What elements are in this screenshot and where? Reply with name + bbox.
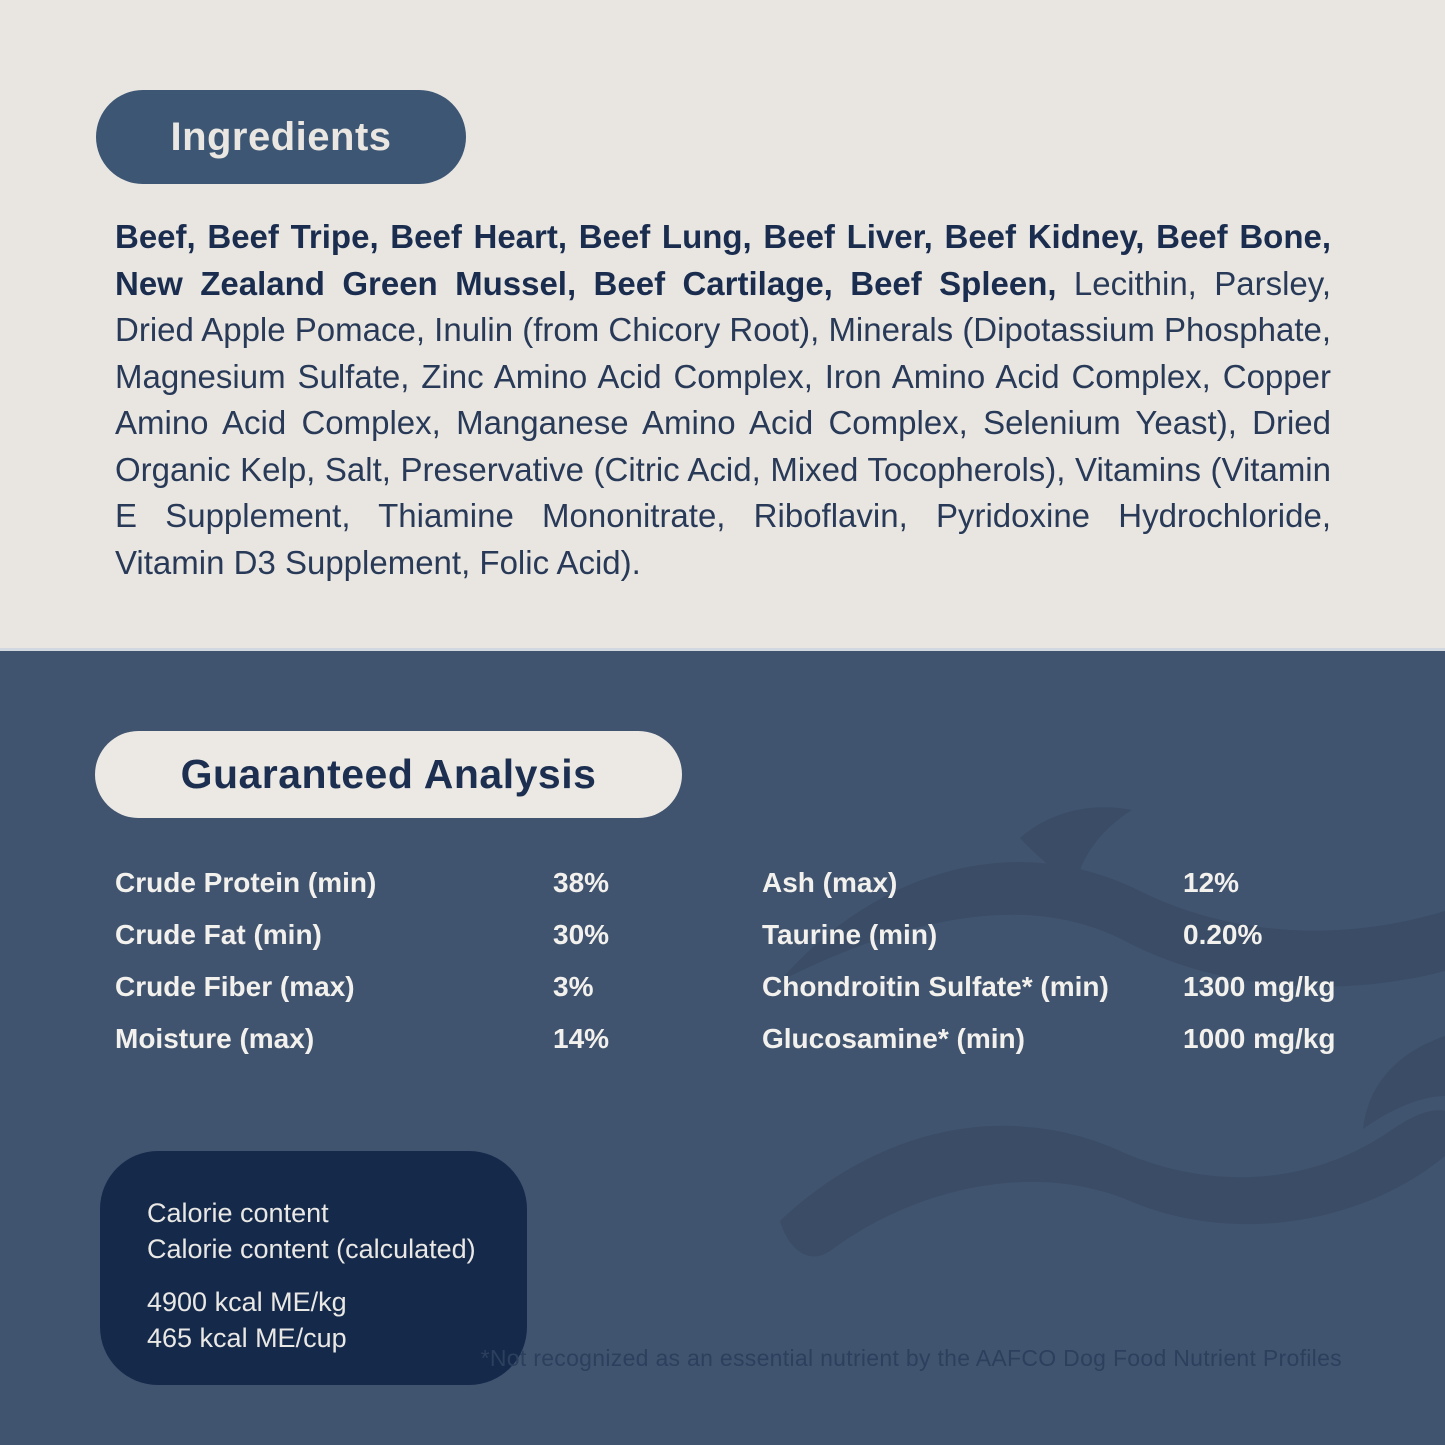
section-divider (0, 648, 1445, 651)
guaranteed-analysis-title: Guaranteed Analysis (180, 751, 597, 797)
ingredients-list (115, 214, 1331, 586)
ingredients-primary-text: Beef, Beef Tripe, Beef Heart, Beef Lung, Beef Liver, Beef Kidney, Beef Bone, New Zealand Green Mussel, Beef Cartilage, Beef Spleen, (115, 218, 1331, 302)
guaranteed-analysis-section (0, 651, 1445, 1445)
ga-value-crude-protein: 38% (553, 867, 610, 898)
calorie-value-per-cup: 465 kcal ME/cup (147, 1323, 347, 1353)
ga-value-moisture: 14% (553, 1023, 610, 1054)
ga-label-crude-protein: Crude Protein (min) (115, 867, 377, 898)
ga-label-chondroitin-sulfate: Chondroitin Sulfate* (min) (762, 971, 1109, 1002)
ga-value-crude-fiber: 3% (553, 971, 594, 1002)
ga-label-crude-fiber: Crude Fiber (max) (115, 971, 355, 1002)
ingredients-title: Ingredients (170, 114, 392, 159)
guaranteed-analysis-badge (95, 731, 682, 818)
ga-value-taurine: 0.20% (1183, 919, 1263, 950)
calorie-content-subtitle: Calorie content (calculated) (147, 1234, 476, 1264)
ga-value-ash: 12% (1183, 867, 1240, 898)
calorie-content-title: Calorie content (147, 1198, 329, 1228)
ingredients-secondary-text: Lecithin, Parsley, Dried Apple Pomace, Inulin (from Chicory Root), Minerals (Dipotassium Phosphate, Magnesium Sulfate, Zinc Amino Acid Complex, Iron Amino Acid Complex, Copper Amino Acid Complex, Manganese Amino Acid Complex, Selenium Yeast), Dried Organic Kelp, Salt, Preservative (Citric Acid, Mixed Tocopherols), Vitamins (Vitamin E Supplement, Thiamine Mononitrate, Riboflavin, Pyridoxine Hydrochloride, Vitamin D3 Supplement, Folic Acid). (115, 264, 1332, 581)
calorie-content-box (100, 1151, 527, 1385)
ga-label-glucosamine: Glucosamine* (min) (762, 1023, 1025, 1054)
aafco-footnote: *Not recognized as an essential nutrient by the AAFCO Dog Food Nutrient Profiles (480, 1345, 1342, 1371)
ga-value-crude-fat: 30% (553, 919, 610, 950)
ga-label-crude-fat: Crude Fat (min) (115, 919, 322, 950)
ingredients-badge (96, 90, 466, 184)
ga-value-chondroitin-sulfate: 1300 mg/kg (1183, 971, 1336, 1002)
ga-label-moisture: Moisture (max) (115, 1023, 315, 1054)
ga-label-ash: Ash (max) (762, 867, 898, 898)
calorie-value-per-kg: 4900 kcal ME/kg (147, 1287, 347, 1317)
ga-label-taurine: Taurine (min) (762, 919, 938, 950)
ga-value-glucosamine: 1000 mg/kg (1183, 1023, 1336, 1054)
